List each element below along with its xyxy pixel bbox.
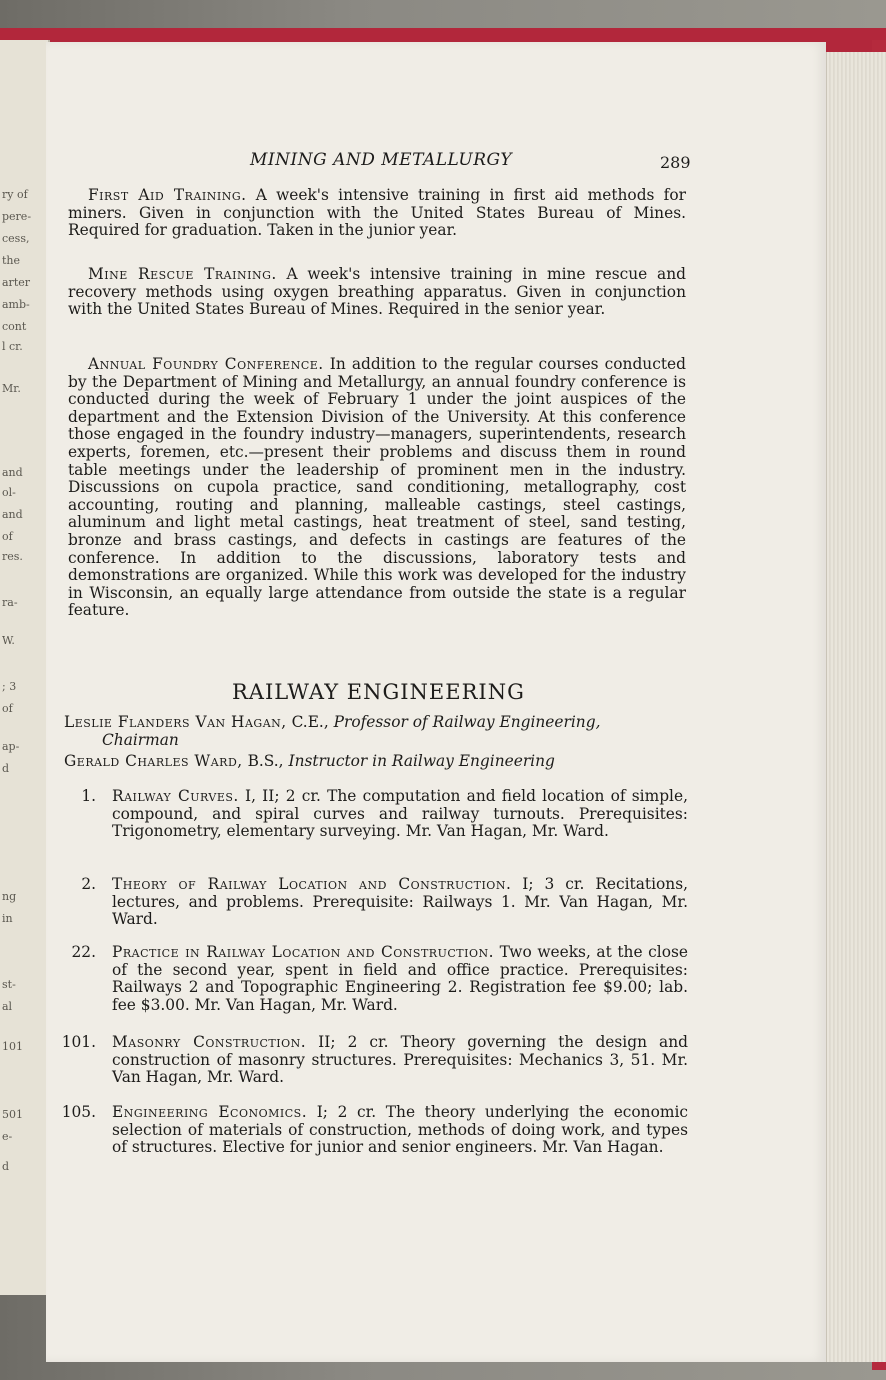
course-text: II; 2 cr. Theory governing the design and construction of masonry structures. Prerequisites: Mechanics 3, 51. Mr. Van Hagan, Mr. Ward.	[112, 1033, 688, 1087]
course-number: 2.	[81, 875, 96, 893]
course-description	[112, 1034, 688, 1087]
faculty-title: Professor of Railway Engineering,	[333, 713, 601, 731]
paragraph-heading: First Aid Training.	[88, 186, 247, 204]
paragraph-text: In addition to the regular courses conducted by the Department of Mining and Metallurgy, an annual foundry conference is conducted during the week of February 1 under the joint auspices of the department and the Extension Division of the University. At this conference those engaged in the foundry industry—managers, superintendents, research experts, foremen, etc.—present their problems and discuss them in round table meetings under the leadership of prominent men in the industry. Discussions on cupola practice, sand conditioning, metallography, cost accounting, routing and planning, malleable castings, steel castings, aluminum and light metal castings, heat treatment of steel, sand testing, bronze and brass castings, and defects in castings are features of the conference. In addition to the discussions, laboratory tests and demonstrations are organized. While this work was developed for the industry in Wisconsin, an equally large attendance from outside the state is a regular feature.	[68, 355, 686, 620]
course-number: 1.	[81, 787, 96, 805]
course-entry	[56, 1034, 688, 1087]
left-fragment: st-	[2, 978, 16, 991]
course-number: 22.	[71, 943, 96, 961]
faculty-entry	[64, 753, 688, 771]
course-description	[112, 1104, 688, 1157]
paragraph-first-aid	[68, 187, 686, 240]
paragraph-mine-rescue	[68, 266, 686, 319]
course-name: Masonry Construction.	[112, 1033, 307, 1051]
course-text: I; 2 cr. The theory underlying the economic selection of materials of construction, methods of doing work, and types of structures. Elective for junior and senior engineers. Mr. Van Hagan.	[112, 1103, 688, 1157]
left-fragment: cess,	[2, 232, 30, 245]
course-number: 101.	[61, 1033, 96, 1051]
left-fragment: in	[2, 912, 13, 925]
paragraph-heading: Mine Rescue Training.	[88, 265, 277, 283]
faculty-degree: C.E.,	[291, 713, 329, 731]
left-fragment: of	[2, 702, 13, 715]
left-fragment: ng	[2, 890, 17, 903]
course-description	[112, 788, 688, 841]
faculty-name: Gerald Charles Ward,	[64, 752, 243, 770]
left-fragment: ol-	[2, 486, 16, 499]
left-fragment: the	[2, 254, 21, 267]
left-fragment: and	[2, 466, 23, 479]
left-fragment: al	[2, 1000, 13, 1013]
course-name: Railway Curves.	[112, 787, 239, 805]
course-number: 105.	[61, 1103, 96, 1121]
left-fragment: Mr.	[2, 382, 21, 395]
course-text: I; 3 cr. Recitations, lectures, and problems. Prerequisite: Railways 1. Mr. Van Hagan, Mr. Ward.	[112, 875, 688, 929]
left-fragment: cont	[2, 320, 27, 333]
paragraph-foundry-conference	[68, 356, 686, 620]
left-fragment: ; 3	[2, 680, 17, 693]
faculty-name: Leslie Flanders Van Hagan,	[64, 713, 287, 731]
left-fragment: pere-	[2, 210, 32, 223]
paragraph-text: A week's intensive training in mine rescue and recovery methods using oxygen breathing apparatus. Given in conjunction with the United States Bureau of Mines. Required in the senior year.	[68, 265, 686, 319]
faculty-role: Chairman	[102, 730, 179, 749]
left-fragment: res.	[2, 550, 23, 563]
page-number: 289	[660, 153, 691, 172]
course-name: Practice in Railway Location and Construction.	[112, 943, 494, 961]
course-text: I, II; 2 cr. The computation and field location of simple, compound, and spiral curves and railway turnouts. Prerequisites: Trigonometry, elementary surveying. Mr. Van Hagan, Mr. Ward.	[112, 787, 688, 841]
left-fragment: of	[2, 530, 13, 543]
course-entry	[56, 1104, 688, 1157]
course-description	[112, 876, 688, 929]
course-entry	[56, 788, 688, 841]
left-fragment: arter	[2, 276, 31, 289]
course-entry	[56, 876, 688, 929]
left-fragment: ry of	[2, 188, 28, 201]
faculty-title: Instructor in Railway Engineering	[288, 752, 555, 770]
left-fragment: d	[2, 762, 10, 775]
running-head: MINING AND METALLURGY	[250, 150, 513, 170]
left-page-fragment	[0, 40, 50, 1295]
left-fragment: ra-	[2, 596, 18, 609]
course-name: Engineering Economics.	[112, 1103, 308, 1121]
course-name: Theory of Railway Location and Construction.	[112, 875, 512, 893]
left-fragment: 501	[2, 1108, 23, 1121]
course-entry	[56, 944, 688, 1014]
left-fragment: l cr.	[2, 340, 23, 353]
faculty-degree: B.S.,	[247, 752, 284, 770]
course-description	[112, 944, 688, 1014]
paragraph-heading: Annual Foundry Conference.	[88, 355, 324, 373]
left-fragment: amb-	[2, 298, 30, 311]
left-fragment: and	[2, 508, 23, 521]
left-fragment: ap-	[2, 740, 20, 753]
faculty-entry	[64, 714, 688, 749]
paragraph-text: A week's intensive training in first aid methods for miners. Given in conjunction with the United States Bureau of Mines. Required for graduation. Taken in the junior year.	[68, 186, 686, 240]
section-title: RAILWAY ENGINEERING	[232, 680, 525, 704]
left-fragment: W.	[2, 634, 15, 647]
page-stack-edge	[826, 52, 886, 1362]
left-fragment: d	[2, 1160, 10, 1173]
left-fragment: 101	[2, 1040, 23, 1053]
course-text: Two weeks, at the close of the second year, spent in field and office practice. Prerequisites: Railways 2 and Topographic Engineering 2. Registration fee $9.00; lab. fee $3.00. Mr. Van Hagan, Mr. Ward.	[112, 943, 688, 1014]
left-fragment: e-	[2, 1130, 13, 1143]
